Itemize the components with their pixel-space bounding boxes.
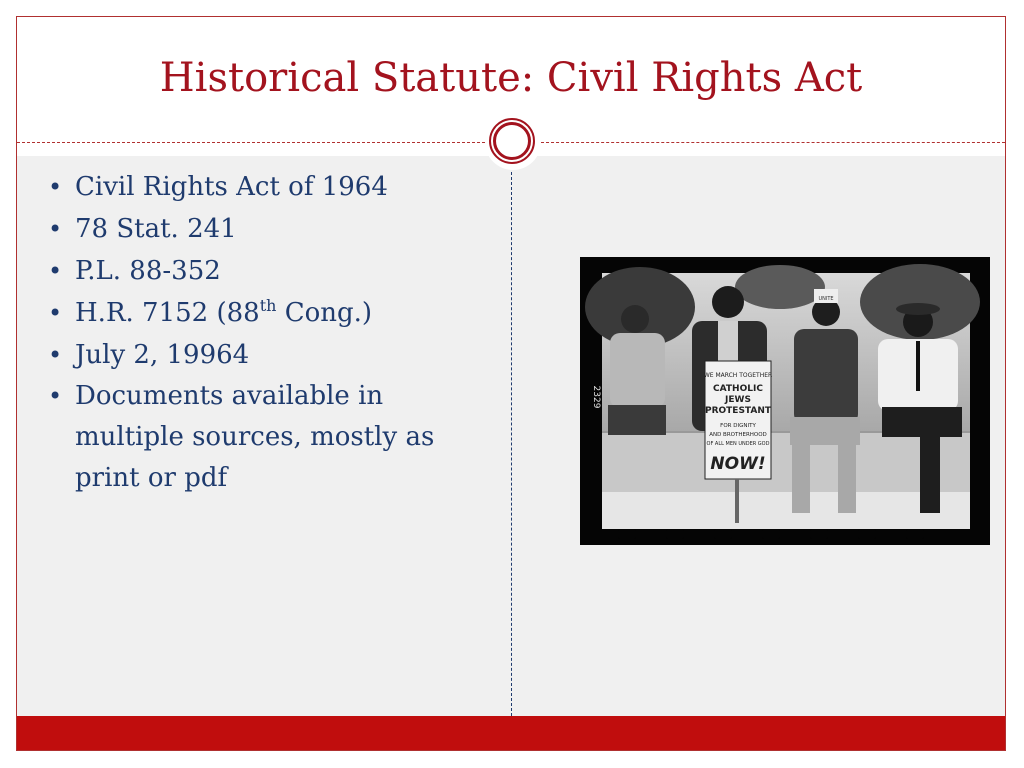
footer-bar [17, 716, 1005, 750]
bullet-text: P.L. 88-352 [75, 256, 221, 286]
bullet-item [48, 166, 488, 208]
bullet-superscript: th [259, 296, 277, 315]
bullet-item [48, 250, 488, 292]
sign-line: AND BROTHERHOOD [709, 432, 767, 438]
slide-title: Historical Statute: Civil Rights Act [159, 55, 863, 101]
sign-line: WE MARCH TOGETHER [703, 372, 773, 379]
bullet-item [48, 292, 488, 334]
column-divider [511, 172, 512, 716]
bullet-item [48, 334, 488, 376]
circle-ornament-icon [485, 114, 541, 170]
sign-line: NOW! [710, 454, 766, 474]
bullet-item [48, 208, 488, 250]
sign-line: OF ALL MEN UNDER GOD [706, 441, 770, 447]
bullet-text: July 2, 19964 [75, 340, 250, 370]
bullet-text: Documents available in multiple sources, mostly as print or pdf [75, 381, 435, 493]
sign-line: CATHOLIC [713, 384, 763, 394]
sign-line: PROTESTANT [704, 406, 772, 416]
bullet-list [48, 166, 488, 499]
bullet-text: 78 Stat. 241 [75, 214, 237, 244]
film-frame-number: 2329 [591, 385, 601, 409]
sign-line: JEWS [725, 395, 751, 405]
bullet-text-before: H.R. 7152 (88 [75, 298, 260, 328]
hat-text: UNITE [818, 296, 834, 302]
march-photo [580, 257, 990, 545]
bullet-text: Civil Rights Act of 1964 [75, 172, 388, 202]
sign-line: FOR DIGNITY [720, 423, 756, 429]
ornament-inner-ring [493, 122, 531, 160]
bullet-text-after: Cong.) [276, 298, 373, 328]
header-divider-left [17, 142, 485, 143]
bullet-item [48, 376, 488, 499]
header-divider-right [541, 142, 1005, 143]
photo-illustration [580, 257, 990, 545]
